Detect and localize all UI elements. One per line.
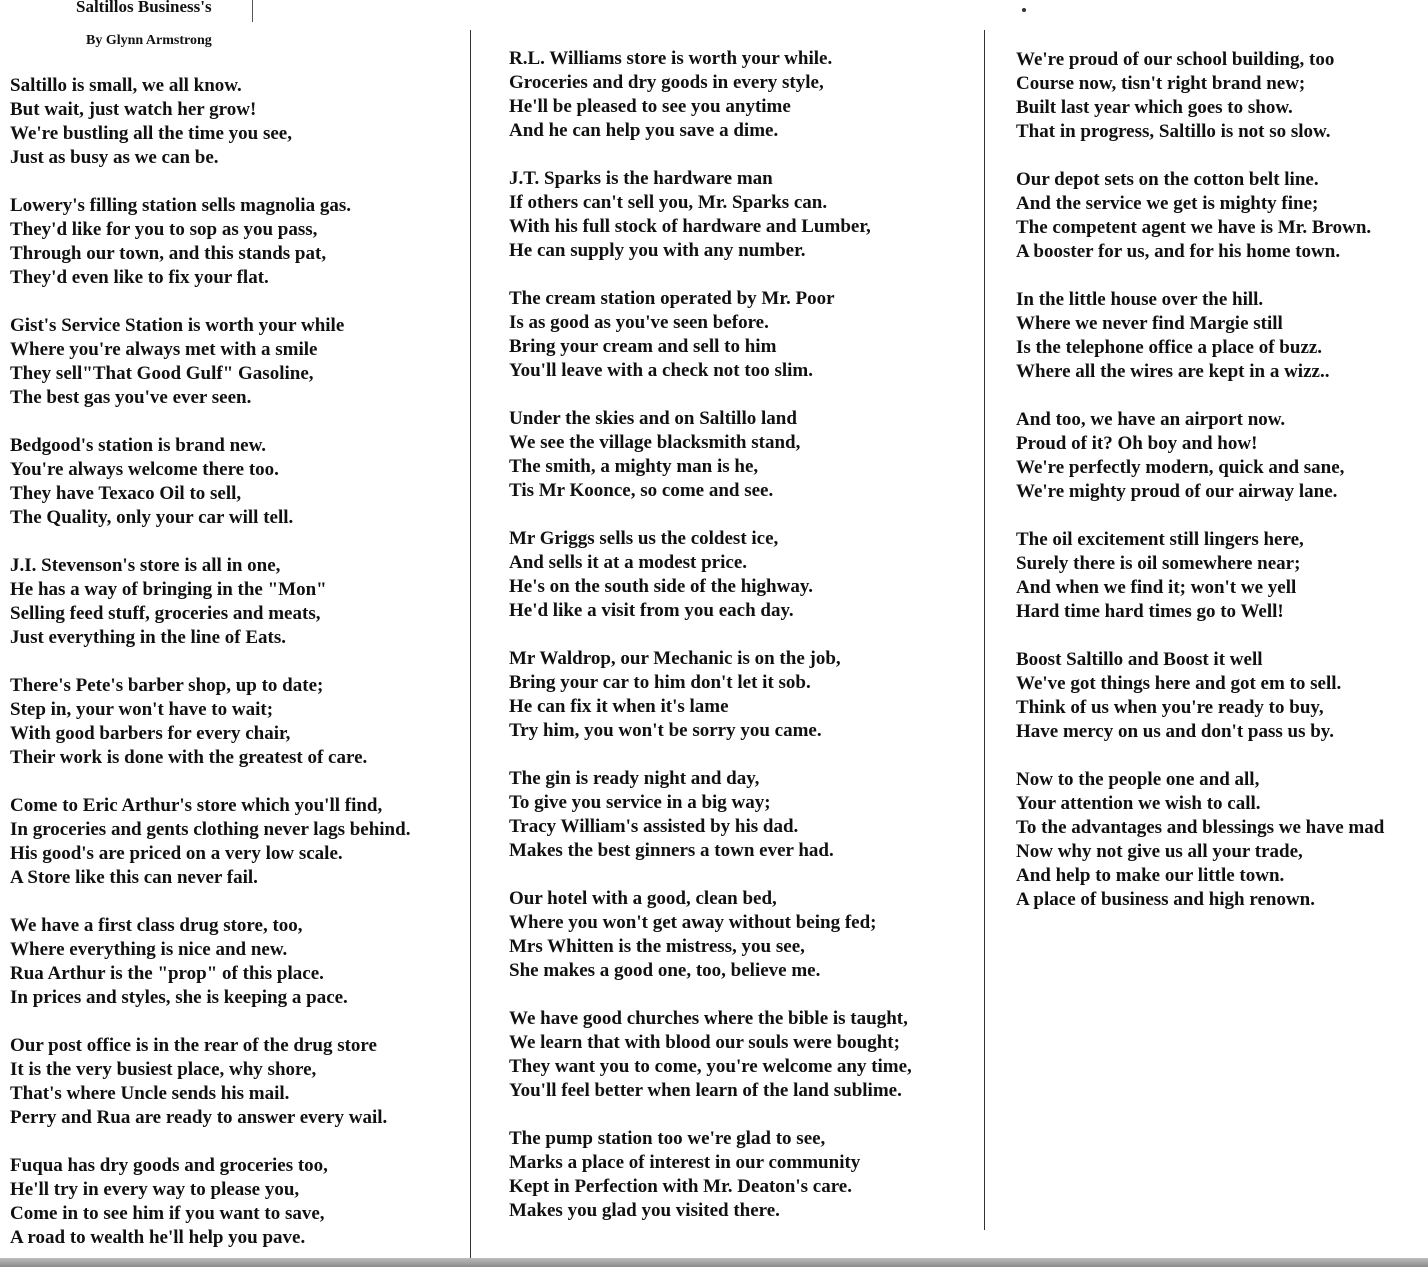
poem-line: Their work is done with the greatest of care. [10,747,368,768]
poem-title: Saltillos Business's [76,0,212,16]
poem-line: A booster for us, and for his home town. [1016,241,1341,262]
stanza [10,1034,410,1130]
poem-line: Think of us when you're ready to buy, [1016,697,1324,718]
poem-line: There's Pete's barber shop, up to date; [10,675,324,696]
poem-line: And sells it at a modest price. [509,552,748,573]
stanza [509,1127,912,1223]
poem-line: Where all the wires are kept in a wizz.. [1016,361,1330,382]
poem-line: He'd like a visit from you each day. [509,600,794,621]
poem-line: The oil excitement still lingers here, [1016,529,1304,550]
poem-line: Where everything is nice and new. [10,939,288,960]
poem-line: A Store like this can never fail. [10,867,258,888]
poem-line: That's where Uncle sends his mail. [10,1083,290,1104]
poem-line: Our hotel with a good, clean bed, [509,888,777,909]
poem-line: And the service we get is mighty fine; [1016,193,1319,214]
stanza [509,527,912,623]
poem-line: With his full stock of hardware and Lumber, [509,216,871,237]
poem-line: We're mighty proud of our airway lane. [1016,481,1338,502]
stanza [1016,48,1384,144]
stanza [1016,408,1384,504]
stanza [1016,648,1384,744]
poem-line: Selling feed stuff, groceries and meats, [10,603,321,624]
stanza [509,287,912,383]
poem-line: Perry and Rua are ready to answer every wail. [10,1107,388,1128]
poem-line: Hard time hard times go to Well! [1016,601,1284,622]
poem-line: Our depot sets on the cotton belt line. [1016,169,1319,190]
poem-line: Bedgood's station is brand new. [10,435,267,456]
poem-line: You'll leave with a check not too slim. [509,360,813,381]
poem-line: He's on the south side of the highway. [509,576,814,597]
poem-line: Is the telephone office a place of buzz. [1016,337,1323,358]
poem-line: Marks a place of interest in our community [509,1152,861,1173]
poem-line: We're proud of our school building, too [1016,49,1335,70]
scan-bottom-edge [0,1258,1428,1267]
poem-line: We're bustling all the time you see, [10,123,292,144]
poem-line: You'll feel better when learn of the land sublime. [509,1080,902,1101]
poem-line: Mr Griggs sells us the coldest ice, [509,528,779,549]
poem-line: We've got things here and got em to sell. [1016,673,1342,694]
poem-line: You're always welcome there too. [10,459,279,480]
scan-speck [1022,8,1026,12]
poem-line: Saltillo is small, we all know. [10,75,242,96]
poem-line: Lowery's filling station sells magnolia gas. [10,195,351,216]
poem-line: Try him, you won't be sorry you came. [509,720,822,741]
poem-line: Makes you glad you visited there. [509,1200,780,1221]
poem-line: The pump station too we're glad to see, [509,1128,826,1149]
poem-line: He'll be pleased to see you anytime [509,96,791,117]
poem-line: The competent agent we have is Mr. Brown. [1016,217,1372,238]
poem-column-2 [509,47,912,1247]
stanza [10,314,410,410]
poem-line: Groceries and dry goods in every style, [509,72,824,93]
poem-line: Where you won't get away without being fed; [509,912,877,933]
stanza [10,1154,410,1250]
poem-line: R.L. Williams store is worth your while. [509,48,833,69]
poem-line: She makes a good one, too, believe me. [509,960,821,981]
poem-line: A place of business and high renown. [1016,889,1315,910]
column-divider-left [470,30,471,1258]
poem-line: The best gas you've ever seen. [10,387,252,408]
poem-line: We have a first class drug store, too, [10,915,303,936]
stanza [10,74,410,170]
poem-line: The smith, a mighty man is he, [509,456,759,477]
stanza [10,794,410,890]
poem-line: J.I. Stevenson's store is all in one, [10,555,281,576]
stanza [10,434,410,530]
poem-line: Where we never find Margie still [1016,313,1283,334]
poem-line: Tracy William's assisted by his dad. [509,816,799,837]
stanza [509,647,912,743]
poem-line: Makes the best ginners a town ever had. [509,840,834,861]
stanza [509,407,912,503]
poem-line: Bring your cream and sell to him [509,336,777,357]
column-divider-right [984,30,985,1230]
poem-line: Gist's Service Station is worth your while [10,315,345,336]
poem-line: The gin is ready night and day, [509,768,760,789]
poem-line: Come to Eric Arthur's store which you'll find, [10,795,383,816]
poem-line: We're perfectly modern, quick and sane, [1016,457,1345,478]
poem-line: They have Texaco Oil to sell, [10,483,242,504]
poem-line: And when we find it; won't we yell [1016,577,1297,598]
poem-line: To the advantages and blessings we have mad [1016,817,1385,838]
poem-line: Fuqua has dry goods and groceries too, [10,1155,328,1176]
poem-line: Proud of it? Oh boy and how! [1016,433,1258,454]
poem-line: They'd like for you to sop as you pass, [10,219,318,240]
poem-line: And he can help you save a dime. [509,120,779,141]
poem-line: That in progress, Saltillo is not so slow. [1016,121,1331,142]
poem-line: We have good churches where the bible is taught, [509,1008,908,1029]
poem-line: They want you to come, you're welcome any time, [509,1056,912,1077]
poem-line: Course now, tisn't right brand new; [1016,73,1306,94]
poem-line: In groceries and gents clothing never lags behind. [10,819,411,840]
poem-line: J.T. Sparks is the hardware man [509,168,773,189]
stanza [509,887,912,983]
poem-line: Boost Saltillo and Boost it well [1016,649,1263,670]
poem-line: Surely there is oil somewhere near; [1016,553,1301,574]
stanza [10,914,410,1010]
stanza [1016,528,1384,624]
poem-line: Just as busy as we can be. [10,147,219,168]
poem-line: Tis Mr Koonce, so come and see. [509,480,774,501]
poem-line: If others can't sell you, Mr. Sparks can. [509,192,828,213]
stanza [509,47,912,143]
poem-line: Bring your car to him don't let it sob. [509,672,811,693]
poem-line: He can fix it when it's lame [509,696,729,717]
poem-line: It is the very busiest place, why shore, [10,1059,317,1080]
stanza [10,554,410,650]
stanza [1016,288,1384,384]
poem-line: He can supply you with any number. [509,240,806,261]
poem-line: They'd even like to fix your flat. [10,267,269,288]
poem-line: In prices and styles, she is keeping a pace. [10,987,348,1008]
poem-line: Mr Waldrop, our Mechanic is on the job, [509,648,841,669]
poem-line: He has a way of bringing in the "Mon" [10,579,327,600]
poem-line: His good's are priced on a very low scale. [10,843,343,864]
poem-line: Built last year which goes to show. [1016,97,1293,118]
poem-line: Your attention we wish to call. [1016,793,1261,814]
poem-line: Have mercy on us and don't pass us by. [1016,721,1334,742]
poem-line: Come in to see him if you want to save, [10,1203,325,1224]
stanza [1016,768,1384,912]
poem-line: In the little house over the hill. [1016,289,1264,310]
poem-line: The Quality, only your car will tell. [10,507,294,528]
poem-line: We learn that with blood our souls were bought; [509,1032,900,1053]
poem-line: Under the skies and on Saltillo land [509,408,797,429]
poem-line: Kept in Perfection with Mr. Deaton's care. [509,1176,852,1197]
poem-line: Rua Arthur is the "prop" of this place. [10,963,324,984]
poem-line: Step in, your won't have to wait; [10,699,274,720]
poem-line: With good barbers for every chair, [10,723,291,744]
stanza [1016,168,1384,264]
poem-line: Now to the people one and all, [1016,769,1260,790]
poem-line: Now why not give us all your trade, [1016,841,1303,862]
stanza [10,674,410,770]
poem-line: Where you're always met with a smile [10,339,318,360]
poem-line: Through our town, and this stands pat, [10,243,327,264]
poem-byline: By Glynn Armstrong [86,33,212,48]
poem-line: Is as good as you've seen before. [509,312,769,333]
poem-line: To give you service in a big way; [509,792,771,813]
poem-line: But wait, just watch her grow! [10,99,257,120]
stanza [10,194,410,290]
title-rule [252,0,253,22]
poem-line: Mrs Whitten is the mistress, you see, [509,936,805,957]
poem-column-1 [10,74,410,1274]
poem-line: Just everything in the line of Eats. [10,627,287,648]
poem-line: Our post office is in the rear of the drug store [10,1035,377,1056]
stanza [509,1007,912,1103]
stanza [509,767,912,863]
poem-line: And too, we have an airport now. [1016,409,1286,430]
poem-line: And help to make our little town. [1016,865,1285,886]
poem-line: They sell"That Good Gulf" Gasoline, [10,363,314,384]
poem-line: He'll try in every way to please you, [10,1179,300,1200]
poem-line: We see the village blacksmith stand, [509,432,801,453]
poem-line: A road to wealth he'll help you pave. [10,1227,306,1248]
stanza [509,167,912,263]
poem-line: The cream station operated by Mr. Poor [509,288,835,309]
poem-column-3 [1016,48,1384,936]
